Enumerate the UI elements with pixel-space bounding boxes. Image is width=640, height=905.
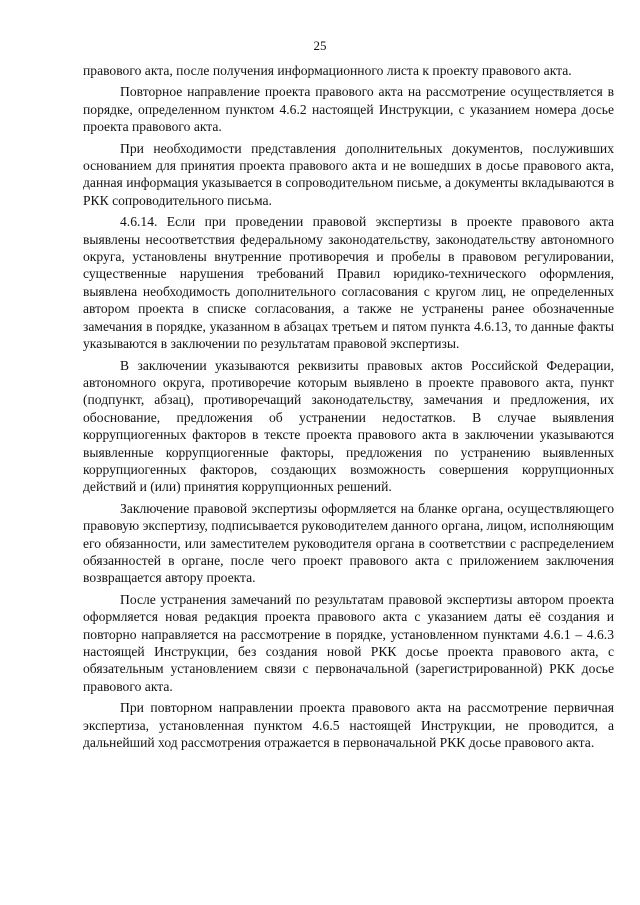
- paragraph-resubmission: Повторное направление проекта правового акта на рассмотрение осуществляется в порядке, определенном пунктом 4.6.2 настоящей Инструкции, с указанием номера досье проекта правового акта.: [83, 84, 614, 135]
- paragraph-4-6-14: 4.6.14. Если при проведении правовой экспертизы в проекте правового акта выявлены несоответствия федеральному законодательству, законодательству автономного округа, установлены внутренние противоречия и пробелы в правовом регулировании, существенные нарушения требований Правил юридико-технического оформления, выявлена необходимость дополнительного согласования с кругом лиц, не определенных автором проекта в списке согласования, а также не устранены ранее обозначенные замечания в порядке, указанном в абзацах третьем и пятом пункта 4.6.13, то данные факты указываются в заключении по результатам правовой экспертизы.: [83, 214, 614, 352]
- document-body: [83, 62, 614, 751]
- paragraph-new-edition: После устранения замечаний по результатам правовой экспертизы автором проекта оформляется новая редакция проекта правового акта с указанием даты её создания и повторно направляется на рассмотрение в порядке, установленном пунктами 4.6.1 – 4.6.3 настоящей Инструкции, без создания новой РКК досье проекта правового акта, с обязательным установлением связи с первоначальной (зарегистрированной) РКК досье правового акта.: [83, 591, 614, 694]
- page-number: 25: [313, 38, 327, 53]
- paragraph-conclusion-details: В заключении указываются реквизиты правовых актов Российской Федерации, автономного округа, противоречие которым выявлено в проекте правового акта, пункт (подпункт, абзац), противоречащий законодательству, замечания и предложения, их обоснование, предложения об устранении недостатков. В случае выявления коррупциогенных факторов в тексте проекта правового акта в заключении указываются выявленные коррупциогенные факторы, предложения по устранению выявленных коррупциогенных факторов, создающих возможность совершения коррупционных действий и (или) принятия коррупционных решений.: [83, 357, 614, 495]
- paragraph-conclusion-form: Заключение правовой экспертизы оформляется на бланке органа, осуществляющего правовую экспертизу, подписывается руководителем данного органа, лицом, исполняющим его обязанности, или заместителем руководителя органа в соответствии с распределением обязанностей в органе, после чего проект правового акта с приложением заключения возвращается автору проекта.: [83, 500, 614, 586]
- paragraph-repeat-review: При повторном направлении проекта правового акта на рассмотрение первичная экспертиза, установленная пунктом 4.6.5 настоящей Инструкции, не проводится, а дальнейший ход рассмотрения отражается в первоначальной РКК досье правового акта.: [83, 700, 614, 751]
- paragraph-additional-documents: При необходимости представления дополнительных документов, послуживших основанием для принятия проекта правового акта и не вошедших в досье правового акта, данная информация указывается в сопроводительном письме, а документы вкладываются в РКК сопроводительного письма.: [83, 140, 614, 208]
- paragraph-continuation: правового акта, после получения информационного листа к проекту правового акта.: [83, 63, 572, 78]
